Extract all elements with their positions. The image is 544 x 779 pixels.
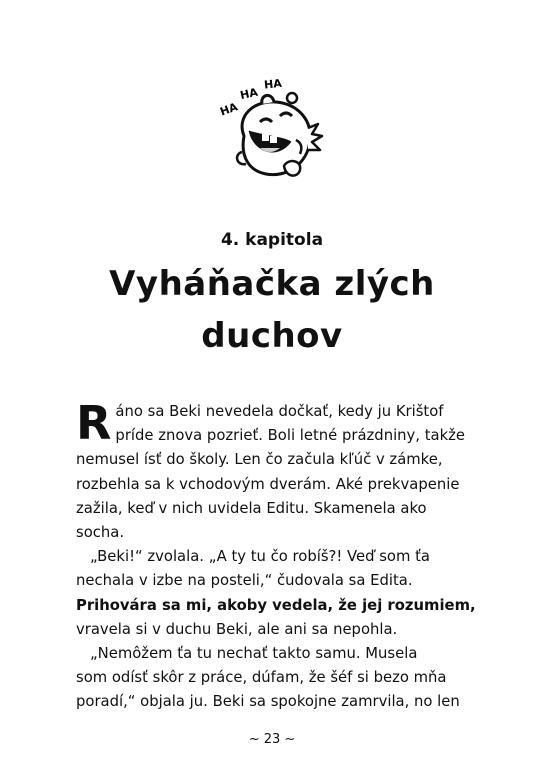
chapter-title <box>40 258 504 362</box>
text-line: áno sa Beki nevedela dočkať, kedy ju Krištof <box>115 403 444 420</box>
chapter-body <box>76 396 476 715</box>
text-line: zažila, keď v nich uvidela Editu. Skamenela ako <box>76 499 427 517</box>
inner-thought-line: Prihovára sa mi, akoby vedela, že jej rozumiem, <box>76 596 476 614</box>
laugh-text-1: HA <box>218 100 240 119</box>
laughing-hamster-icon <box>214 74 332 192</box>
drop-cap: R <box>76 396 112 450</box>
laugh-text-2: HA <box>238 85 259 103</box>
text-line: rozbehla sa k vchodovým dverám. Aké prekvapenie <box>76 475 460 493</box>
chapter-title-line-2: duchov <box>201 316 343 356</box>
text-line: poradí,“ objala ju. Beki sa spokojne zamrvila, no len <box>76 693 460 711</box>
laugh-text-3: HA <box>263 76 283 92</box>
chapter-title-line-1: Vyháňačka zlých <box>109 264 435 304</box>
page-number: ~ 23 ~ <box>248 732 296 747</box>
text-line: socha. <box>76 524 125 542</box>
paragraph-2 <box>76 545 476 642</box>
text-line: „Beki!“ zvolala. „A ty tu čo robíš?! Veď som ťa <box>90 548 430 566</box>
text-line: „Nemôžem ťa tu nechať takto samu. Musela <box>90 645 418 663</box>
text-line: nemusel ísť do školy. Len čo začula kľúč v zámke, <box>76 451 443 469</box>
laughing-hamster-illustration <box>214 74 332 192</box>
paragraph-1 <box>76 396 476 545</box>
text-line: nechala v izbe na posteli,“ čudovala sa Edita. <box>76 572 413 590</box>
chapter-number: 4. kapitola <box>220 230 324 250</box>
text-line: príde znova pozrieť. Boli letné prázdniny, takže <box>115 427 466 445</box>
text-line: som odísť skôr z práce, dúfam, že šéf si bezo mňa <box>76 669 447 687</box>
text-line: vravela si v duchu Beki, ale ani sa nepohla. <box>76 620 398 638</box>
paragraph-3 <box>76 642 476 715</box>
